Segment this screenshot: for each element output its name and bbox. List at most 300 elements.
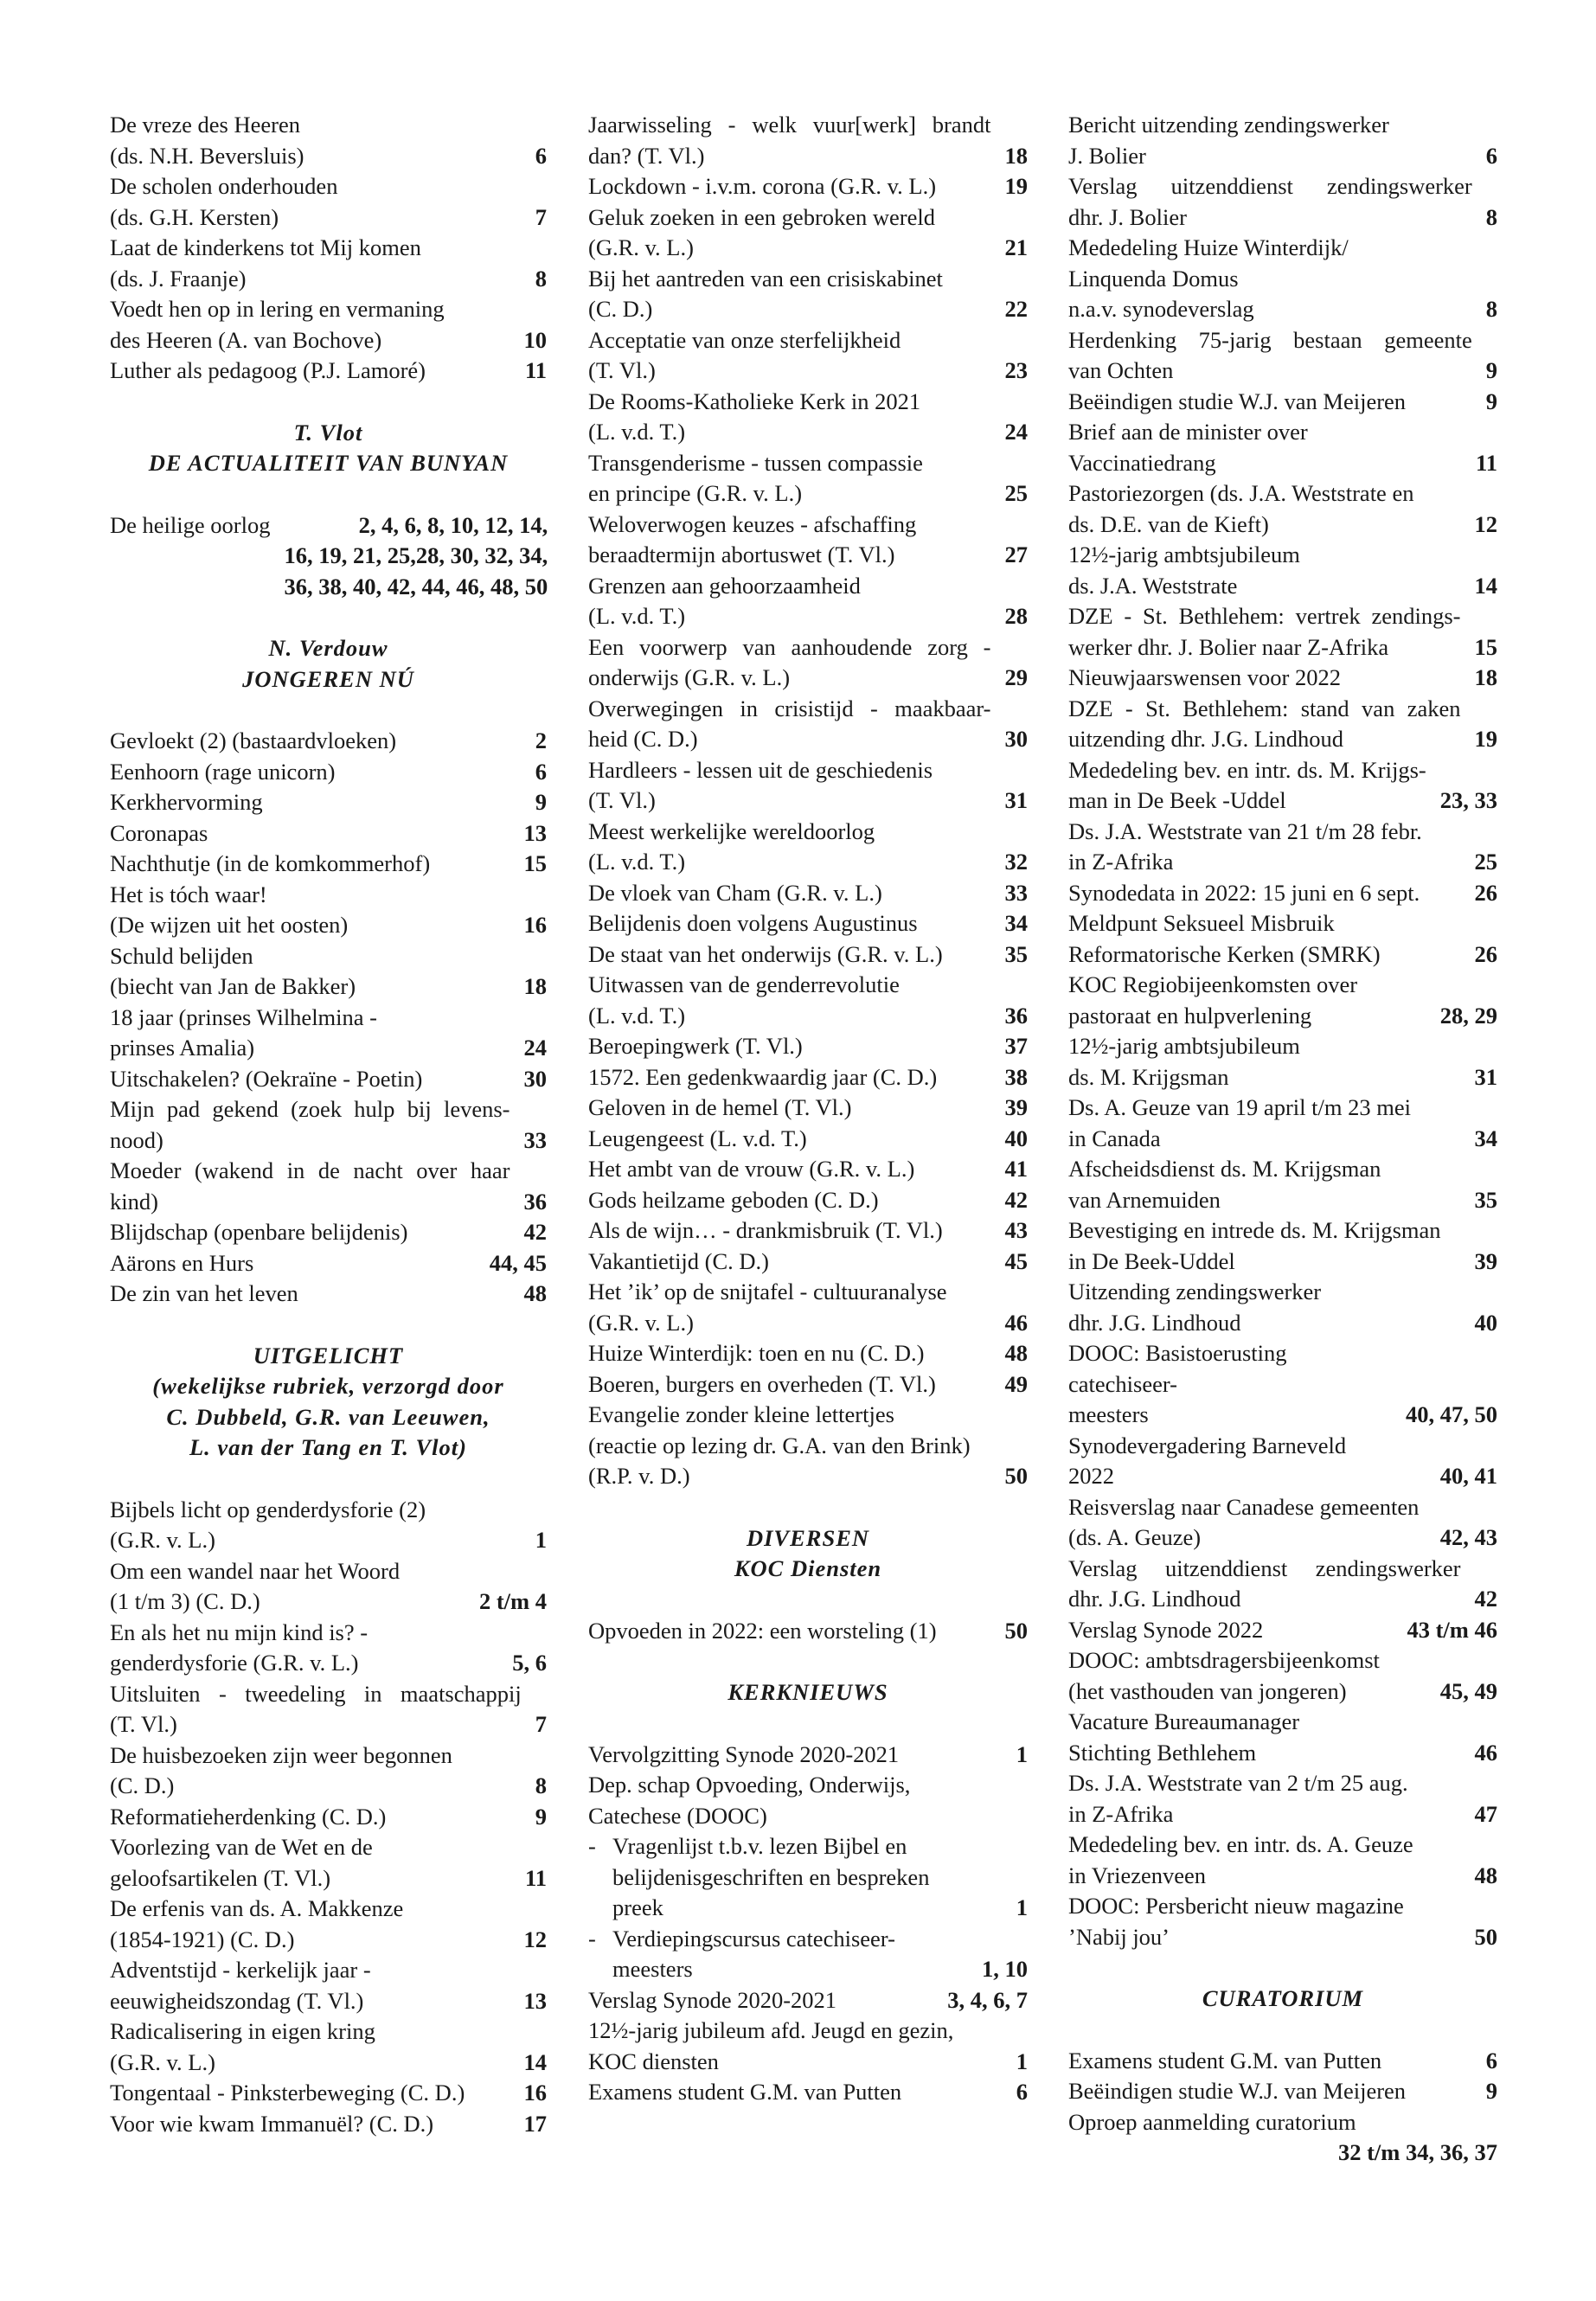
page-number: 37 <box>1004 1033 1028 1059</box>
page-number: 24 <box>1004 419 1028 445</box>
entry-title: Gevloekt (2) (bastaardvloeken) <box>110 727 397 753</box>
index-entry <box>588 632 1028 694</box>
entry-title: Coronapas <box>110 819 208 846</box>
page-number: 23, 33 <box>1439 787 1497 813</box>
entry-title: 1572. Een gedenkwaardig jaar (C. D.) <box>588 1063 938 1090</box>
entry-title: meesters <box>612 1956 693 1982</box>
entry-title: DZE - St. Bethlehem: stand van zaken <box>1068 695 1461 721</box>
index-entry <box>588 110 1028 171</box>
index-entry <box>588 1093 1028 1124</box>
entry-title: preek <box>612 1894 663 1920</box>
index-entry <box>588 571 1028 632</box>
list-dash: - <box>588 1925 596 1952</box>
entry-title: Beëindigen studie W.J. van Meijeren <box>1068 388 1407 414</box>
page-number: 8 <box>1485 203 1497 230</box>
index-entry <box>1068 2107 1497 2138</box>
page-number: 10 <box>523 326 547 353</box>
section-title: UITGELICHT <box>253 1342 404 1368</box>
section-title: KERKNIEUWS <box>727 1679 888 1705</box>
entry-title: man in De Beek -Uddel <box>1068 787 1286 813</box>
entry-title: in De Beek-Uddel <box>1068 1247 1235 1274</box>
index-entry <box>588 264 1028 325</box>
page-number: 8 <box>1485 296 1497 322</box>
page-number: 35 <box>1004 940 1028 967</box>
page-number: 16, 19, 21, 25,28, 30, 32, 34, <box>284 542 548 568</box>
page-number: 24 <box>523 1035 547 1061</box>
index-entry <box>588 1400 1028 1492</box>
page-number: 46 <box>1474 1739 1497 1766</box>
entry-title: heid (C. D.) <box>588 726 698 752</box>
entry-title: Hardleers - lessen uit de geschiedenis <box>588 756 933 783</box>
page-number: 23 <box>1004 357 1028 383</box>
page-number: 12 <box>1474 510 1497 537</box>
index-entry <box>1068 417 1497 478</box>
entry-title: Geluk zoeken in een gebroken wereld <box>588 203 936 230</box>
section-heading-curatorium <box>1068 1984 1497 2015</box>
entry-title: De scholen onderhouden <box>110 173 338 199</box>
index-entry <box>1068 2076 1497 2107</box>
page-number: 11 <box>1475 449 1497 476</box>
index-entry <box>110 510 547 603</box>
entry-title: (L. v.d. T.) <box>588 419 686 445</box>
entry-title: Reformatorische Kerken (SMRK) <box>1068 940 1381 967</box>
entry-title: Uitwassen van de genderrevolutie <box>588 971 900 997</box>
page-number: 34 <box>1474 1125 1497 1151</box>
page-number: 2 t/m 4 <box>478 1588 547 1614</box>
page-number: 40 <box>1474 1309 1497 1336</box>
entry-title: Adventstijd - kerkelijk jaar - <box>110 1957 371 1983</box>
entry-title: dhr. J.G. Lindhoud <box>1068 1309 1241 1336</box>
page-number: 34 <box>1004 910 1028 936</box>
page-number: 5, 6 <box>512 1650 547 1676</box>
entry-title: Geloven in de hemel (T. Vl.) <box>588 1094 852 1120</box>
entry-title: Synodevergadering Barneveld <box>1068 1432 1347 1458</box>
page-number: 1 <box>1016 2048 1028 2074</box>
index-entry <box>1068 1093 1497 1154</box>
index-entry <box>110 1618 547 1679</box>
entry-title: Meldpunt Seksueel Misbruik <box>1068 910 1335 936</box>
page-number: 28, 29 <box>1439 1002 1497 1029</box>
page-number: 41 <box>1004 1156 1028 1182</box>
index-entry <box>588 878 1028 909</box>
index-entry <box>110 1003 547 1064</box>
entry-title: meesters <box>1068 1401 1149 1427</box>
index-column-2 <box>588 110 1028 2108</box>
page-number: 36, 38, 40, 42, 44, 46, 48, 50 <box>284 573 548 599</box>
page-number: 15 <box>1474 633 1497 660</box>
page-number: 11 <box>524 357 547 383</box>
page-number: 3, 4, 6, 7 <box>947 1986 1028 2013</box>
page-number: 31 <box>1004 787 1028 813</box>
entry-title: (C. D.) <box>588 296 653 322</box>
entry-title: DOOC: Persbericht nieuw magazine <box>1068 1893 1404 1919</box>
entry-title: ds. D.E. van de Kieft) <box>1068 510 1269 537</box>
page-number: 25 <box>1004 480 1028 506</box>
page-number: 29 <box>1004 664 1028 690</box>
entry-title: De Rooms-Katholieke Kerk in 2021 <box>588 388 921 414</box>
entry-title: Huize Winterdijk: toen en nu (C. D.) <box>588 1340 925 1366</box>
entry-title: Mededeling Huize Winterdijk/ <box>1068 234 1349 260</box>
entry-title: De staat van het onderwijs (G.R. v. L.) <box>588 940 943 967</box>
page-number: 27 <box>1004 542 1028 567</box>
index-entry <box>588 1369 1028 1400</box>
index-entry <box>588 1740 1028 1771</box>
page-number: 9 <box>1485 388 1497 414</box>
page-number: 6 <box>535 142 547 169</box>
index-entry <box>110 171 547 233</box>
entry-title: ’Nabij jou’ <box>1068 1923 1170 1950</box>
index-entry <box>588 1185 1028 1216</box>
index-entry <box>588 2016 1028 2077</box>
entry-title: des Heeren (A. van Bochove) <box>110 326 382 353</box>
entry-title: Gods heilzame geboden (C. D.) <box>588 1186 879 1213</box>
entry-title: Aärons en Hurs <box>110 1249 254 1276</box>
entry-title: 12½-jarig jubileum afd. Jeugd en gezin, <box>588 2017 954 2043</box>
entry-title: Mededeling bev. en intr. ds. A. Geuze <box>1068 1831 1413 1857</box>
entry-title: Acceptatie van onze sterfelijkheid <box>588 326 901 353</box>
index-entry <box>110 110 547 171</box>
entry-title: (C. D.) <box>110 1772 175 1798</box>
entry-title: 12½-jarig ambtsjubileum <box>1068 542 1300 567</box>
entry-title: Verslag Synode 2020-2021 <box>588 1986 837 2013</box>
entry-title: (G.R. v. L.) <box>588 1309 694 1336</box>
page-number: 45 <box>1004 1247 1028 1274</box>
entry-title: Catechese (DOOC) <box>588 1802 767 1829</box>
entry-title: kind) <box>110 1188 158 1215</box>
section-subtitle: L. van der Tang en T. Vlot) <box>189 1434 467 1460</box>
entry-title: Beroepingwerk (T. Vl.) <box>588 1033 803 1059</box>
section-author: N. Verdouw <box>268 635 388 661</box>
entry-title: in Z-Afrika <box>1068 1800 1174 1827</box>
index-column-3 <box>1068 110 1497 2169</box>
entry-title: (biecht van Jan de Bakker) <box>110 973 356 999</box>
index-entry <box>110 1802 547 1833</box>
list-dash: - <box>588 1833 596 1859</box>
entry-title: Kerkhervorming <box>110 789 263 815</box>
page-number: 26 <box>1474 879 1497 906</box>
entry-title: Bijbels licht op genderdysforie (2) <box>110 1496 426 1522</box>
index-entry <box>1068 970 1497 1031</box>
entry-title: Verslag uitzenddienst zendingswerker <box>1068 173 1472 199</box>
section-subtitle: KOC Diensten <box>734 1555 882 1581</box>
index-entry <box>110 1832 547 1894</box>
index-entry <box>588 939 1028 971</box>
page-number: 49 <box>1004 1370 1028 1397</box>
index-entry <box>1068 817 1497 878</box>
entry-title: Lockdown - i.v.m. corona (G.R. v. L.) <box>588 173 937 199</box>
entry-title: (ds. A. Geuze) <box>1068 1524 1202 1550</box>
entry-title: Een voorwerp van aanhoudende zorg - <box>588 633 991 660</box>
entry-title: Belijdenis doen volgens Augustinus <box>588 910 918 936</box>
page-number: 36 <box>1004 1002 1028 1029</box>
page-number: 9 <box>1485 2078 1497 2104</box>
index-entry <box>1068 755 1497 817</box>
section-title: JONGEREN NÚ <box>242 665 414 692</box>
entry-title: Radicalisering in eigen kring <box>110 2018 375 2044</box>
index-entry <box>110 2109 547 2140</box>
entry-title: Jaarwisseling - welk vuur[werk] brandt <box>588 112 991 138</box>
page-number: 45, 49 <box>1439 1677 1497 1704</box>
entry-title: Vacature Bureaumanager <box>1068 1708 1300 1734</box>
index-entry <box>588 510 1028 571</box>
entry-title: Vakantietijd (C. D.) <box>588 1247 770 1274</box>
page-number: 17 <box>523 2110 547 2137</box>
entry-title: Laat de kinderkens tot Mij komen <box>110 234 421 260</box>
entry-title: Mededeling bev. en intr. ds. M. Krijgs- <box>1068 756 1426 783</box>
entry-title: Verslag Synode 2022 <box>1068 1616 1264 1643</box>
entry-title: Tongentaal - Pinksterbeweging (C. D.) <box>110 2080 465 2106</box>
entry-title: Boeren, burgers en overheden (T. Vl.) <box>588 1370 936 1397</box>
index-entry <box>110 1156 547 1217</box>
entry-title: (reactie op lezing dr. G.A. van den Brink) <box>588 1432 971 1458</box>
section-author: T. Vlot <box>293 419 363 445</box>
page-number: 13 <box>523 819 547 846</box>
entry-title: Uitsluiten - tweedeling in maatschappij <box>110 1680 522 1707</box>
entry-title: 12½-jarig ambtsjubileum <box>1068 1033 1300 1059</box>
page-number: 48 <box>523 1280 547 1306</box>
index-entry <box>588 1924 1028 1985</box>
entry-title: Brief aan de minister over <box>1068 419 1308 445</box>
entry-title: Ds. J.A. Weststrate van 2 t/m 25 aug. <box>1068 1770 1408 1796</box>
entry-title: (L. v.d. T.) <box>588 603 686 629</box>
entry-title: dhr. J.G. Lindhoud <box>1068 1586 1241 1612</box>
page-number: 16 <box>523 2080 547 2106</box>
page-number: 18 <box>1004 142 1028 169</box>
page-number: 40 <box>1004 1125 1028 1151</box>
section-subtitle: (wekelijkse rubriek, verzorgd door <box>152 1373 504 1399</box>
index-entry <box>1068 694 1497 755</box>
index-entry <box>1068 1554 1497 1615</box>
index-entry <box>1068 663 1497 694</box>
index-entry <box>110 1094 547 1156</box>
section-heading-jongeren <box>110 633 547 695</box>
page-number: 42 <box>1004 1186 1028 1213</box>
index-entry <box>110 1740 547 1802</box>
page-number: 39 <box>1004 1094 1028 1120</box>
entry-title: Verdiepingscursus catechiseer- <box>612 1925 895 1952</box>
index-entry <box>588 1985 1028 2016</box>
index-entry <box>588 1277 1028 1338</box>
entry-title: Verslag uitzenddienst zendingswerker <box>1068 1554 1461 1581</box>
index-entry <box>588 202 1028 264</box>
entry-title: Afscheidsdienst ds. M. Krijgsman <box>1068 1156 1381 1182</box>
entry-title: (T. Vl.) <box>588 787 656 813</box>
index-entry <box>588 817 1028 878</box>
section-heading-kerknieuws <box>588 1677 1028 1708</box>
entry-title: in Canada <box>1068 1125 1161 1151</box>
index-entry <box>110 1679 547 1740</box>
entry-title: KOC Regiobijeenkomsten over <box>1068 971 1358 997</box>
page-number: 26 <box>1474 940 1497 967</box>
entry-title: geloofsartikelen (T. Vl.) <box>110 1864 331 1891</box>
entry-title: Luther als pedagoog (P.J. Lamoré) <box>110 357 426 383</box>
page-number: 7 <box>535 1711 547 1737</box>
entry-title: Ds. A. Geuze van 19 april t/m 23 mei <box>1068 1094 1411 1120</box>
index-entry <box>588 694 1028 755</box>
page-number: 12 <box>523 1926 547 1952</box>
entry-title: (het vasthouden van jongeren) <box>1068 1677 1347 1704</box>
entry-title: KOC diensten <box>588 2048 719 2074</box>
entry-title: Examens student G.M. van Putten <box>1068 2047 1382 2073</box>
entry-title: werker dhr. J. Bolier naar Z-Afrika <box>1068 633 1389 660</box>
page-number: 9 <box>535 1803 547 1830</box>
index-entry <box>110 1248 547 1279</box>
entry-title: Weloverwogen keuzes - afschaffing <box>588 510 917 537</box>
entry-title: Bevestiging en intrede ds. M. Krijgsman <box>1068 1217 1441 1243</box>
entry-title: (1854-1921) (C. D.) <box>110 1926 295 1952</box>
index-entry <box>588 325 1028 387</box>
index-entry <box>110 757 547 788</box>
page-number: 25 <box>1474 849 1497 875</box>
entry-title: Leugengeest (L. v.d. T.) <box>588 1125 807 1151</box>
page-number: 2, 4, 6, 8, 10, 12, 14, <box>358 511 548 538</box>
entry-title: Nachthutje (in de komkommerhof) <box>110 850 431 876</box>
entry-title: Meest werkelijke wereldoorlog <box>588 817 875 844</box>
entry-title: (G.R. v. L.) <box>110 2048 215 2075</box>
index-entry <box>110 818 547 849</box>
page-number: 48 <box>1004 1340 1028 1366</box>
entry-title: Uitschakelen? (Oekraïne - Poetin) <box>110 1065 423 1092</box>
index-entry <box>110 294 547 356</box>
entry-title: Stichting Bethlehem <box>1068 1739 1257 1766</box>
page-number: 21 <box>1004 234 1028 260</box>
entry-title: Oproep aanmelding curatorium <box>1068 2108 1356 2135</box>
section-heading-bunyan <box>110 418 547 479</box>
index-entry <box>588 1247 1028 1278</box>
entry-title: De erfenis van ds. A. Makkenze <box>110 1895 404 1921</box>
index-entry <box>588 1831 1028 1924</box>
page-number: 47 <box>1474 1800 1497 1827</box>
entry-title: Linquenda Domus <box>1068 265 1239 292</box>
index-entry <box>588 1062 1028 1093</box>
index-entry <box>110 787 547 818</box>
entry-title: 2022 <box>1068 1463 1114 1489</box>
index-entry <box>1068 233 1497 325</box>
entry-title: (T. Vl.) <box>588 357 656 383</box>
entry-title: beraadtermijn abortuswet (T. Vl.) <box>588 542 895 567</box>
section-heading-diversen <box>588 1523 1028 1585</box>
page-number: 42 <box>1474 1586 1497 1612</box>
entry-title: Voorlezing van de Wet en de <box>110 1834 373 1860</box>
index-entry <box>588 387 1028 448</box>
entry-title: 18 jaar (prinses Wilhelmina - <box>110 1003 377 1030</box>
index-column-1 <box>110 110 547 2139</box>
page-number: 39 <box>1474 1247 1497 1274</box>
entry-title: Reformatieherdenking (C. D.) <box>110 1803 387 1830</box>
index-entry <box>1068 1615 1497 1646</box>
page-number: 33 <box>523 1126 547 1153</box>
entry-title: Bericht uitzending zendingswerker <box>1068 112 1389 138</box>
entry-title: Uitzending zendingswerker <box>1068 1279 1322 1304</box>
page-number: 2 <box>535 727 547 753</box>
entry-title: genderdysforie (G.R. v. L.) <box>110 1650 359 1676</box>
section-title: DE ACTUALITEIT VAN BUNYAN <box>148 450 509 476</box>
entry-title: De heilige oorlog <box>110 511 271 538</box>
entry-title: (L. v.d. T.) <box>588 1002 686 1029</box>
section-heading-uitgelicht <box>110 1341 547 1464</box>
index-entry <box>1068 387 1497 418</box>
entry-title: Het is tóch waar! <box>110 881 267 907</box>
page-number: 22 <box>1004 296 1028 322</box>
entry-title: Vragenlijst t.b.v. lezen Bijbel en <box>612 1833 907 1859</box>
entry-title: Transgenderisme - tussen compassie <box>588 449 923 476</box>
page-number: 42, 43 <box>1439 1524 1497 1550</box>
entry-title: J. Bolier <box>1068 142 1146 169</box>
entry-title: Mijn pad gekend (zoek hulp bij levens- <box>110 1096 510 1122</box>
index-entry <box>588 2077 1028 2108</box>
page-number: 1 <box>535 1527 547 1553</box>
page-number: 32 <box>1004 849 1028 875</box>
entry-title: De huisbezoeken zijn weer begonnen <box>110 1741 452 1768</box>
page-number: 33 <box>1004 879 1028 906</box>
entry-title: (R.P. v. D.) <box>588 1463 690 1489</box>
index-entry <box>1068 1154 1497 1215</box>
section-subtitle: C. Dubbeld, G.R. van Leeuwen, <box>166 1403 490 1430</box>
entry-title: En als het nu mijn kind is? - <box>110 1618 369 1645</box>
page-number: 28 <box>1004 603 1028 629</box>
index-entry <box>1068 171 1497 233</box>
page-number: 32 t/m 34, 36, 37 <box>1337 2139 1497 2165</box>
page-number: 43 t/m 46 <box>1407 1616 1497 1643</box>
entry-title: in Z-Afrika <box>1068 849 1174 875</box>
page-number: 1 <box>1016 1894 1028 1920</box>
entry-title: onderwijs (G.R. v. L.) <box>588 664 791 690</box>
entry-title: Schuld belijden <box>110 942 253 969</box>
entry-title: (ds. G.H. Kersten) <box>110 203 279 230</box>
page-number: 18 <box>523 973 547 999</box>
entry-title: dan? (T. Vl.) <box>588 142 705 169</box>
entry-title: (G.R. v. L.) <box>588 234 694 260</box>
index-entry <box>1068 1215 1497 1277</box>
entry-title: pastoraat en hulpverlening <box>1068 1002 1312 1029</box>
entry-title: Evangelie zonder kleine lettertjes <box>588 1401 894 1427</box>
entry-title: dhr. J. Bolier <box>1068 203 1187 230</box>
entry-title: Het ’ik’ op de snijtafel - cultuuranalyse <box>588 1279 947 1304</box>
index-entry <box>588 1124 1028 1155</box>
index-entry <box>110 2078 547 2109</box>
index-entry <box>110 726 547 757</box>
entry-title: Opvoeden in 2022: een worsteling (1) <box>588 1617 937 1644</box>
entry-title: Pastoriezorgen (ds. J.A. Weststrate en <box>1068 480 1414 506</box>
index-entry <box>110 1217 547 1248</box>
page-number: 9 <box>535 789 547 815</box>
index-entry <box>588 1616 1028 1647</box>
entry-title: (L. v.d. T.) <box>588 849 686 875</box>
page-number: 19 <box>1474 726 1497 752</box>
page-number: 6 <box>535 758 547 785</box>
entry-title: Nieuwjaarswensen voor 2022 <box>1068 664 1341 690</box>
index-entry <box>1068 601 1497 663</box>
index-entry <box>110 1894 547 1955</box>
page-number: 30 <box>523 1065 547 1092</box>
entry-title: Reisverslag naar Canadese gemeenten <box>1068 1493 1420 1520</box>
page-number: 7 <box>535 203 547 230</box>
entry-title: eeuwigheidszondag (T. Vl.) <box>110 1987 364 2014</box>
entry-title: Eenhoorn (rage unicorn) <box>110 758 336 785</box>
entry-title: en principe (G.R. v. L.) <box>588 480 803 506</box>
entry-title: nood) <box>110 1126 163 1153</box>
index-entry <box>1068 1645 1497 1707</box>
index-entry <box>1068 1830 1497 1891</box>
index-entry <box>1068 1431 1497 1492</box>
page-number: 8 <box>535 265 547 292</box>
entry-title: (ds. N.H. Beversluis) <box>110 142 304 169</box>
page-number: 13 <box>523 1987 547 2014</box>
entry-title: DOOC: Basistoerusting catechiseer- <box>1068 1340 1287 1397</box>
page-number: 46 <box>1004 1309 1028 1336</box>
entry-title: Vaccinatiedrang <box>1068 449 1216 476</box>
page-number: 9 <box>1485 357 1497 383</box>
